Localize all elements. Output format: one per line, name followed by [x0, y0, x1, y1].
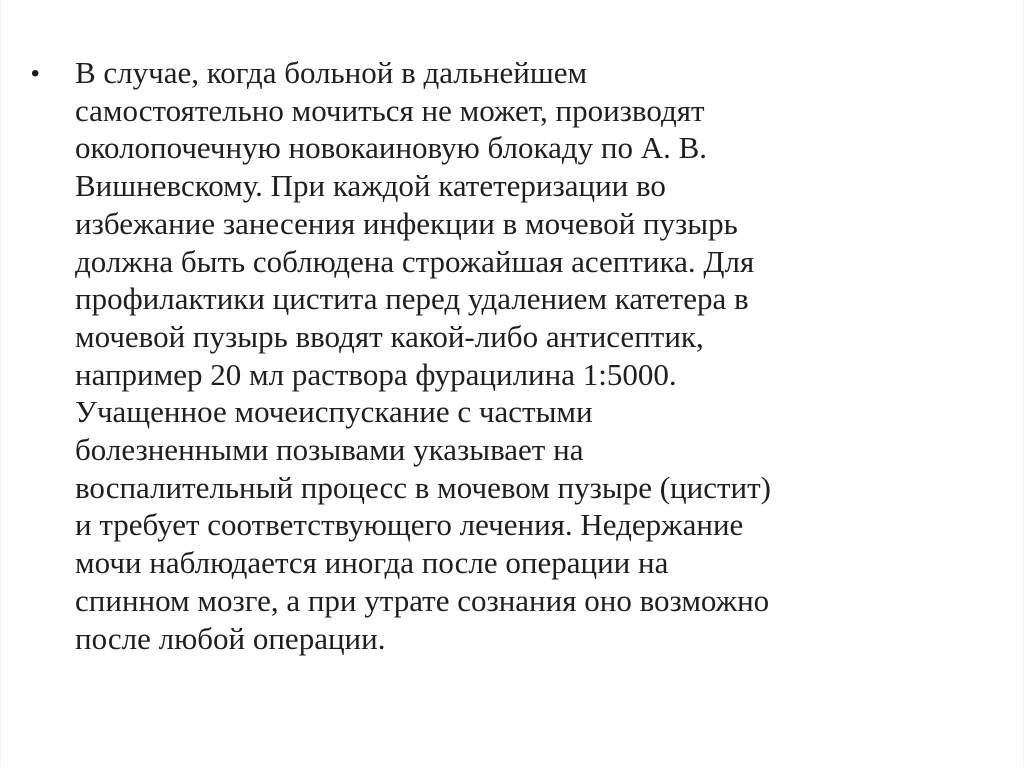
text-line-3: околопочечную новокаиновую блокаду по А. В.: [75, 130, 708, 166]
text-line-10: Учащенное мочеиспускание с частыми: [75, 394, 593, 430]
text-line-11: болезненными позывами указывает на: [75, 432, 584, 468]
bullet-icon: •: [31, 60, 40, 87]
text-line-4: Вишневскому. При каждой катетеризации во: [75, 168, 666, 204]
text-line-1: В случае, когда больной в дальнейшем: [75, 55, 588, 90]
text-line-13: и требует соответствующего лечения. Недержание: [75, 507, 744, 543]
text-line-9: например 20 мл раствора фурацилина 1:5000.: [75, 356, 677, 392]
text-line-16: после любой операции.: [75, 620, 386, 656]
text-line-15: спинном мозге, а при утрате сознания оно возможно: [75, 582, 770, 618]
text-line-6: должна быть соблюдена строжайшая асептика. Для: [75, 243, 755, 279]
text-line-2: самостоятельно мочиться не может, производят: [75, 92, 705, 128]
text-line-8: мочевой пузырь вводят какой-либо антисептик,: [75, 318, 704, 354]
text-line-14: мочи наблюдается иногда после операции на: [75, 545, 669, 581]
text-line-5: избежание занесения инфекции в мочевой пузырь: [75, 205, 738, 241]
paragraph-text: [75, 54, 991, 657]
text-line-7: профилактики цистита перед удалением катетера в: [75, 281, 749, 317]
bullet-paragraph: [31, 54, 991, 657]
text-line-12: воспалительный процесс в мочевом пузыре (цистит): [75, 469, 771, 505]
